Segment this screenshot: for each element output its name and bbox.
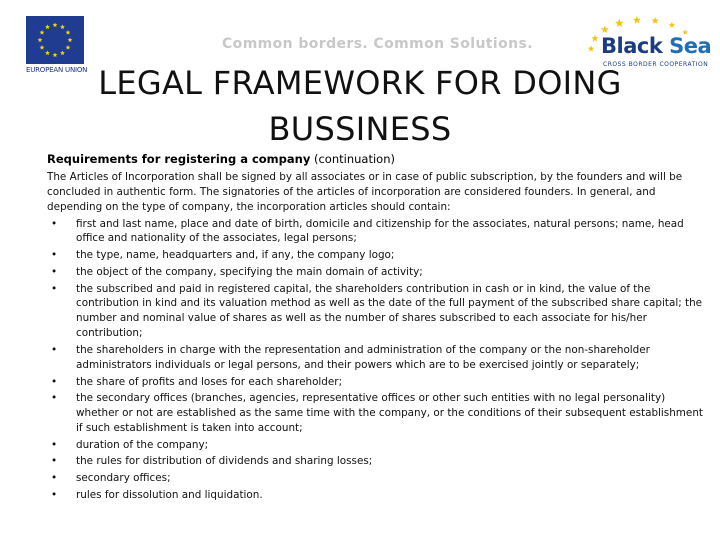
bullet-marker: • — [51, 438, 58, 451]
logo-star-icon — [669, 22, 675, 28]
slide-body — [47, 170, 709, 503]
list-item — [47, 265, 709, 280]
list-item — [47, 282, 709, 342]
list-item-text: rules for dissolution and liquidation. — [76, 488, 263, 501]
list-item — [47, 471, 709, 486]
bullet-marker: • — [51, 392, 58, 405]
bullet-marker: • — [51, 217, 58, 230]
black-sea-wordmark — [601, 34, 711, 58]
logo-subtext: CROSS BORDER COOPERATION — [603, 61, 709, 68]
logo-star-icon — [601, 25, 609, 33]
list-item-text: the object of the company, specifying the main domain of activity; — [76, 265, 423, 278]
list-item-text: the rules for distribution of dividends and sharing losses; — [76, 455, 373, 468]
section-subtitle — [47, 152, 395, 166]
logo-star-icon — [633, 16, 641, 24]
eu-flag-icon — [26, 16, 84, 64]
list-item — [47, 438, 709, 453]
intro-paragraph: The Articles of Incorporation shall be signed by all associates or in case of public subscription, by the founders and will be concluded in authentic form. The signatories of the articles of incorporation are considered founders. In general, and depending on the type of company, the incorporation articles should contain: — [47, 171, 683, 213]
logo-star-icon — [652, 17, 659, 24]
list-item-text: the type, name, headquarters and, if any, the company logo; — [76, 249, 395, 262]
bullet-marker: • — [51, 343, 58, 356]
bullet-marker: • — [51, 375, 58, 388]
list-item — [47, 375, 709, 390]
programme-tagline: Common borders. Common Solutions. — [222, 36, 533, 52]
slide-title-line-2: BUSSINESS — [268, 110, 452, 148]
subtitle-bold: Requirements for registering a company — [47, 152, 311, 166]
slide-title — [0, 60, 720, 152]
list-item — [47, 248, 709, 263]
bullet-marker: • — [51, 282, 58, 295]
logo-word-black: Black — [601, 34, 663, 58]
subtitle-rest: (continuation) — [310, 152, 395, 166]
list-item — [47, 454, 709, 469]
list-item — [47, 488, 709, 503]
list-item-text: the share of profits and loses for each shareholder; — [76, 375, 343, 388]
bullet-marker: • — [51, 488, 58, 501]
list-item-text: the shareholders in charge with the representation and administration of the company or the non-shareholder administrators individuals or legal persons, and their powers which are to be exercised jointly or separately; — [76, 343, 650, 371]
list-item-text: secondary offices; — [76, 472, 171, 485]
bullet-marker: • — [51, 249, 58, 262]
bullet-marker: • — [51, 472, 58, 485]
logo-star-icon — [591, 35, 598, 42]
logo-star-icon — [588, 45, 594, 51]
list-item — [47, 217, 709, 247]
list-item-text: the subscribed and paid in registered capital, the shareholders contribution in cash or in kind, the value of the contribution in kind and its valuation method as well as the date of the full payment of the subscribed share capital; the number and nominal value of shares as well as the number of shares subscribed to each associate for his/her contribution; — [76, 282, 703, 340]
logo-word-sea: Sea — [669, 34, 712, 58]
list-item-text: the secondary offices (branches, agencies, representative offices or other such entities with no legal personality) whether or not are established as the same time with the company, or the conditions of their subsequent establishment if such establishment is taken into account; — [76, 392, 703, 435]
list-item — [47, 343, 709, 373]
list-item-text: duration of the company; — [76, 438, 209, 451]
list-item — [47, 391, 709, 436]
bullet-marker: • — [51, 265, 58, 278]
slide-title-line-1: LEGAL FRAMEWORK FOR DOING — [98, 64, 622, 102]
bullet-marker: • — [51, 455, 58, 468]
eu-caption: EUROPEAN UNION — [26, 66, 88, 74]
requirements-list — [47, 217, 709, 503]
list-item-text: first and last name, place and date of birth, domicile and citizenship for the associates, natural persons; name, head office and nationality of the associates, legal persons; — [76, 217, 684, 245]
logo-star-icon — [615, 19, 624, 27]
